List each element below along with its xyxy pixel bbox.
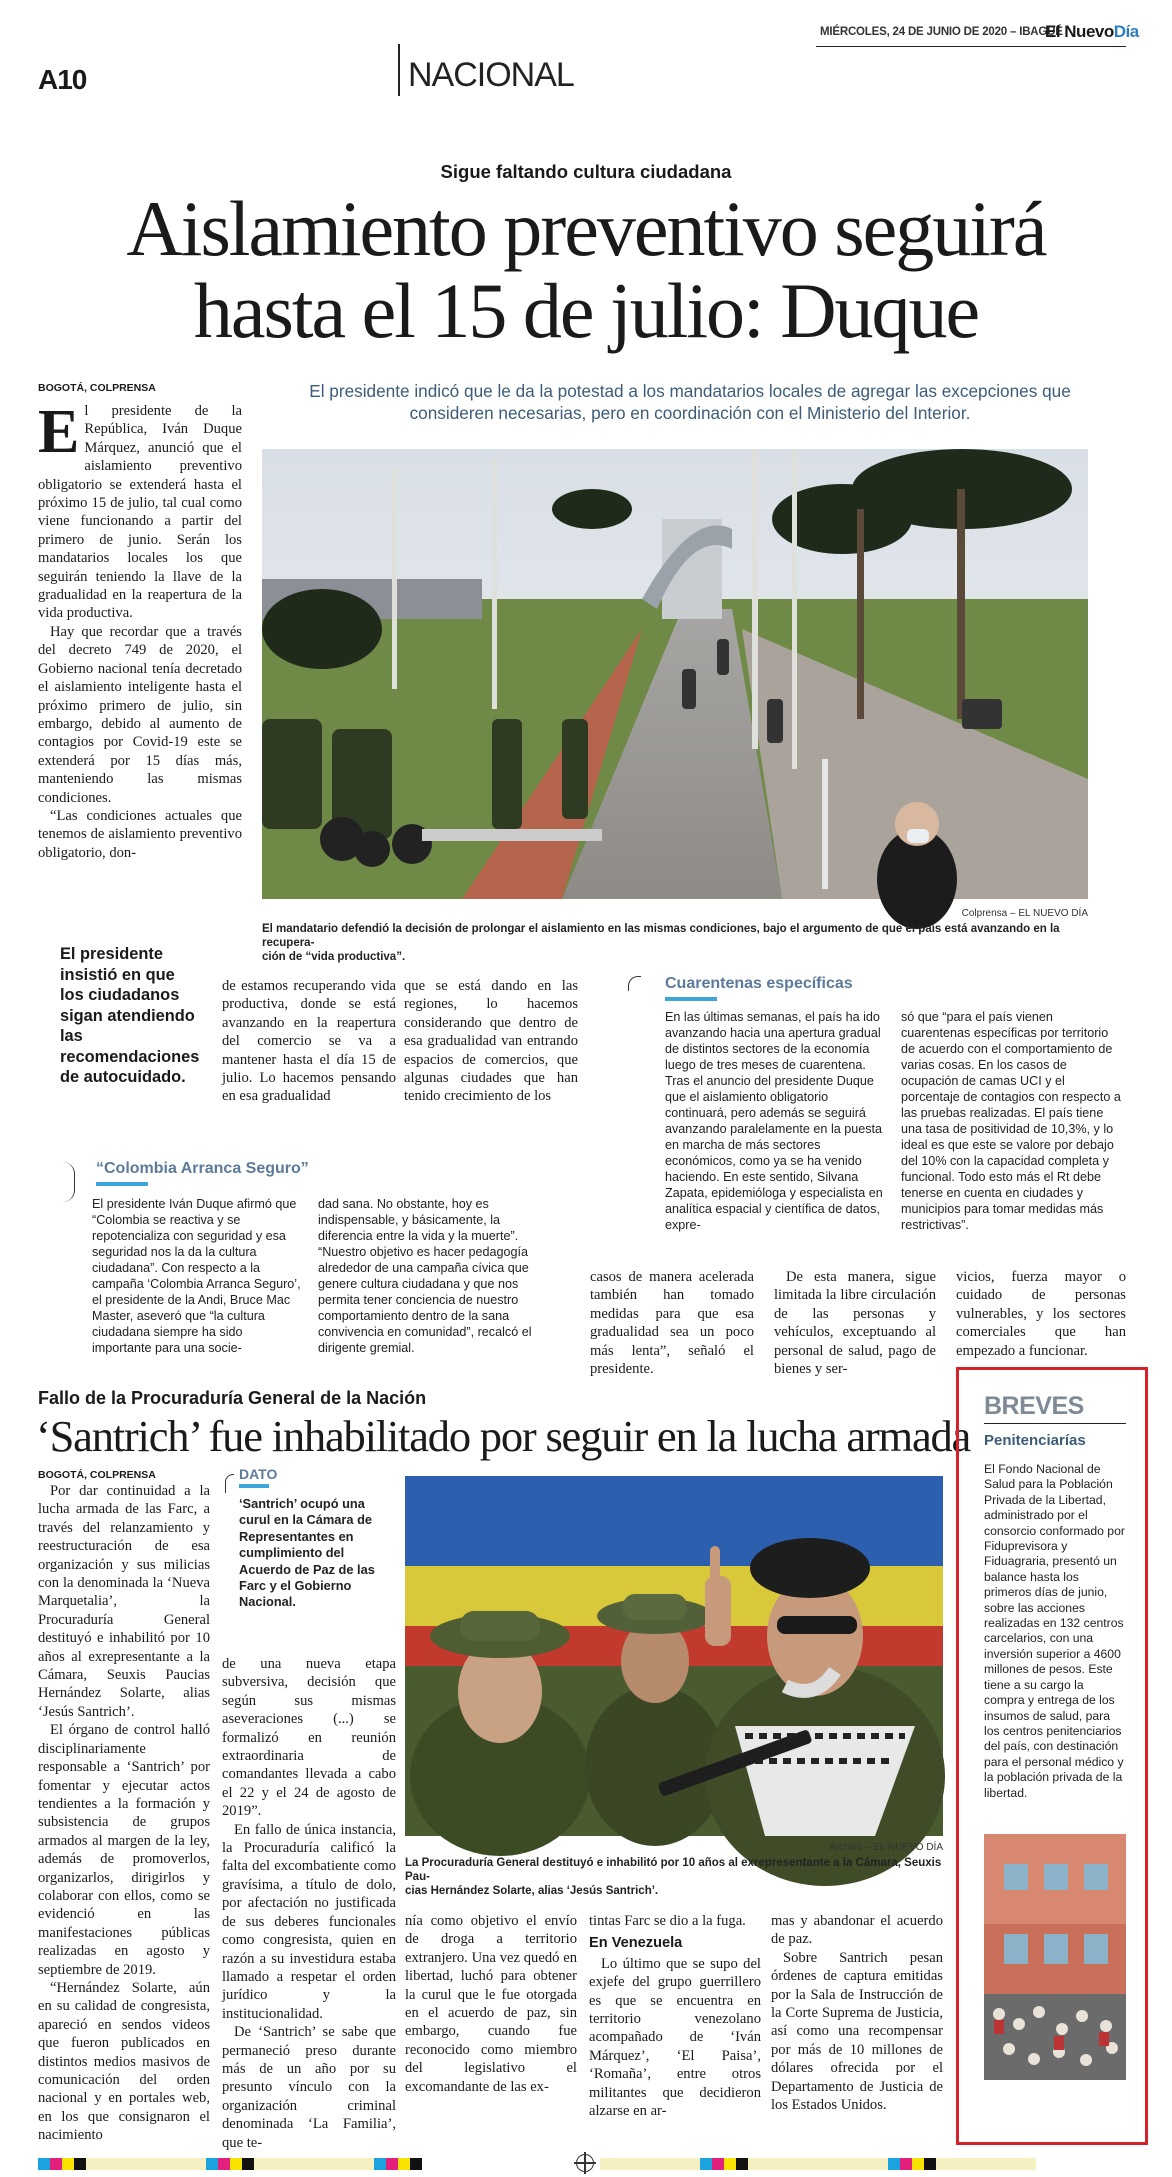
article2-col4-p2: Lo último que se supo del exjefe del grupo guerrillero es que se encuentra en territorio venezolano acompañado de ‘Iván Márquez’, ‘El Paisa’, ‘Romaña’, entre otros militantes que decidieron alzarse en ar- — [589, 1955, 761, 2120]
box-bracket-colombia — [62, 1162, 75, 1202]
article1-col1-p2: Hay que recordar que a través del decreto 749 de 2020, el Gobierno nacional tenía decretado el aislamiento inteligente hasta el próximo primero de julio, sin embargo, debido al aumento de contagios por Covid-19 este se extenderá por 15 días más, manteniendo las mismas condiciones. — [38, 623, 242, 806]
article2-column-2 — [222, 1655, 396, 2151]
box-colombia — [92, 1160, 572, 1360]
article2-col4-subhead: En Venezuela — [589, 1935, 683, 1952]
article2-col5-p1: mas y abandonar el acuerdo de paz. — [771, 1913, 943, 1948]
breves-title: Penitenciarías — [984, 1432, 1086, 1449]
article2-photo-credit: Archivo – EL NUEVO DÍA — [828, 1842, 943, 1853]
article1-headline — [0, 185, 1172, 354]
article2-kicker: Fallo de la Procuraduría General de la Nación — [38, 1388, 427, 1408]
box-quarantine — [665, 975, 1125, 1232]
article1-caption-line1: El mandatario defendió la decisión de prolongar el aislamiento en las mismas condiciones, bajo el argumento de que el país está avanzando en la recupera- — [262, 923, 1060, 949]
article1-column-3 — [404, 977, 578, 1107]
box-quarantine-title: Cuarentenas específicas — [665, 975, 853, 992]
article2-headline: ‘Santrich’ fue inhabilitado por seguir en la lucha armada — [36, 1411, 971, 1461]
box-quarantine-col1: En las últimas semanas, el país ha ido avanzando hacia una apertura gradual de distintos sectores de la economía luego de tres meses de cuarentena. Tras el anuncio del presidente Duque que el aislamiento obligatorio continuará, pero además se seguirá avanzando paralelamente en la puesta en marcha de más sectores económicos, como ya se ha venido haciendo. En este sentido, Silvana Zapata, epidemióloga y especialista en analítica espacial y científica de datos, expre- — [665, 1010, 883, 1232]
article2-column-4 — [589, 1912, 761, 2147]
dato-accent — [239, 1484, 269, 1488]
article2-photo-caption — [405, 1856, 965, 1898]
article1-headline-line2: hasta el 15 de julio: Duque — [193, 267, 979, 354]
page-number: A10 — [38, 64, 87, 95]
article1-kicker: Sigue faltando cultura ciudadana — [440, 161, 732, 182]
dato-text: ‘Santrich’ ocupó una curul en la Cámara de Representantes en cumplimiento del Acuerdo de Paz de las Farc y el Gobierno Nacional. — [239, 1496, 375, 1610]
date-line: MIÉRCOLES, 24 DE JUNIO DE 2020 – IBAGUÉ — [820, 26, 1063, 38]
breves-text: El Fondo Nacional de Salud para la Población Privada de la Libertad, administrado por el consorcio conformado por Fiduprevisora y Fiduagraria, presentó un balance hasta los primeros días de junio, sobre las acciones realizadas en 132 centros carcelarios, con una inversión superior a 4600 millones de pesos. Este tiene a su cargo la compra y entrega de los insumos de salud, para los centros penitenciarios del país, con destinación para el personal médico y la población privada de la libertad. — [984, 1462, 1125, 1800]
article2-caption-line2: cias Hernández Solarte, alias ‘Jesús Santrich’. — [405, 1885, 659, 1897]
article2-column-1 — [38, 1482, 210, 2147]
article2-column-5 — [771, 1912, 943, 2147]
article1-deck-line2: consideren necesarias, pero en coordinación con el Ministerio del Interior. — [409, 403, 971, 423]
section-divider — [398, 44, 400, 96]
breves-rule — [984, 1423, 1126, 1424]
registration-mark — [576, 2154, 594, 2172]
box-quarantine-col2: só que “para el país vienen cuarentenas específicas por territorio de acuerdo con el comportamiento de varias cosas. En los casos de ocupación de camas UCI y el porcentaje de contagios con respecto a las pruebas realizadas. El país tiene una tasa de positividad de 10,3%, y lo ideal es que este se valore por debajo del 10% con la capacidad completa y funcional. Todo esto más el Rt debe tenerse en cuenta en ciudades y municipios para tomar medidas más restrictivas”. — [901, 1010, 1121, 1232]
article1-cont-col1-text: casos de manera acelerada también han tomado medidas para que esa gradualidad sea un poco más lenta”, señaló el presidente. — [590, 1269, 754, 1378]
article2-col2-p1: de una nueva etapa subversiva, decisión que según sus mismas aseveraciones (...) se formalizó en reunión extraordinaria de comandantes llevada a cabo el 22 y el 24 de agosto de 2019”. — [222, 1656, 396, 1820]
brand-name-part2: Día — [1113, 22, 1139, 41]
box-bracket-quarantine — [628, 976, 641, 991]
article2-col3-text: nía como objetivo el envío de droga a territorio extranjero. Una vez quedó en libertad, luchó para obtener la curul que le fue otorgada en el acuerdo de paz, sin embargo, cuando fue reconocido como miembro del legislativo el excomandante de las ex- — [405, 1913, 577, 2095]
article2-column-3 — [405, 1912, 577, 2147]
article1-col3-text: que se está dando en las regiones, lo hacemos considerando que dentro de esa gradualidad van entrando espacios de comercios, que algunas ciudades que han tenido crecimiento de los — [404, 978, 578, 1105]
article2-col5-p2: Sobre Santrich pesan órdenes de captura emitidas por la Sala de Instrucción de la Corte Suprema de Justicia, así como una recompensar por más de 10 millones de dólares ofrecida por el Departamento de Justicia de los Estados Unidos. — [771, 1949, 943, 2114]
article2-col1-p2: El órgano de control halló disciplinariamente responsable a ‘Santrich’ por fomentar y ejecutar actos tendientes a la formación y subsistencia de grupos armados al margen de la ley, además de promoverlos, organizarlos, dirigirlos y colaborar con ellos, como se evidenció en las manifestaciones públicas realizadas en agosto y septiembre de 2019. — [38, 1722, 210, 1978]
article2-col2-p3: De ‘Santrich’ se sabe que permaneció preso durante más de un año por su presunto vínculo con la organización criminal denominada ‘La Familia’, que te- — [222, 2024, 396, 2151]
article1-dateline: BOGOTÁ, COLPRENSA — [38, 382, 156, 394]
article1-photo-credit: Colprensa – EL NUEVO DÍA — [961, 908, 1088, 919]
article2-photo — [405, 1476, 943, 1836]
breves-photo — [984, 1834, 1126, 2080]
article1-cont-col3-text: vicios, fuerza mayor o cuidado de personas vulnerables, y los sectores comerciales que han empezado a funcionar. — [956, 1269, 1126, 1359]
dato-box — [225, 1466, 375, 1636]
article1-continuation-col2 — [774, 1268, 936, 1378]
box-colombia-col1: El presidente Iván Duque afirmó que “Colombia se reactiva y se repotencializa con seguridad y esa seguridad nos la da la cultura ciudadana”. Con respecto a la campaña ‘Colombia Arranca Seguro’, el presidente de la Andi, Bruce Mac Master, aseveró que “la cultura ciudadana siempre ha sido importante para una socie- — [92, 1197, 301, 1355]
article1-continuation-col3 — [956, 1268, 1126, 1358]
section-label: NACIONAL — [408, 56, 574, 94]
article2-col1-p1: Por dar continuidad a la lucha armada de las Farc, a través del relanzamiento y reestructuración de esa organización y sus milicias con la denominada la ‘Nueva Marquetalia’, la Procuraduría General destituyó e inhabilitó por 10 años al exrepresentante a la Cámara, Seuxis Paucias Hernández Solarte, alias ‘Jesús Santrich’. — [38, 1483, 210, 1720]
article2-dateline: BOGOTÁ, COLPRENSA — [38, 1469, 156, 1481]
article1-col1-p3: “Las condiciones actuales que tenemos de aislamiento preventivo obligatorio, don- — [38, 807, 242, 861]
box-colombia-accent — [96, 1182, 148, 1186]
article2-col1-p3: “Hernández Solarte, aún en su calidad de congresista, apareció en sendos videos que fueron publicados en distintos medios masivos de comunicación del orden nacional y en portales web, en los que consignaron el nacimiento — [38, 1979, 210, 2144]
article1-photo — [262, 449, 1088, 899]
article1-pullquote: El presidente insistió en que los ciudadanos sigan atendiendo las recomendaciones de autocuidado. — [60, 945, 200, 1086]
box-colombia-col2: dad sana. No obstante, hoy es indispensable, y básicamente, la diferencia entre la vida y la muerte”. “Nuestro objetivo es hacer pedagogía alrededor de una campaña cívica que genere cultura ciudadana y que nos permita tener conciencia de nuestro comportamiento dentro de la sana convivencia en comunidad”, recalcó el dirigente gremial. — [318, 1197, 532, 1355]
guerrilla-leaders-illustration — [405, 1476, 943, 1836]
article1-photo-caption — [262, 922, 1102, 964]
article1-continuation-col1 — [590, 1268, 754, 1378]
box-quarantine-accent — [665, 997, 717, 1001]
prison-yard-illustration — [984, 1834, 1126, 2080]
dato-label: DATO — [239, 1466, 278, 1482]
article1-column-1 — [38, 398, 242, 888]
brand-logo — [1045, 22, 1139, 42]
box-colombia-title: “Colombia Arranca Seguro” — [96, 1160, 309, 1177]
article1-cont-col2-text: De esta manera, sigue limitada la libre circulación de las personas y vehículos, exceptuando al personal de salud, pago de bienes y ser- — [774, 1269, 936, 1378]
dato-bracket — [225, 1474, 234, 1493]
breves-label: BREVES — [984, 1392, 1084, 1420]
article1-deck — [260, 380, 1120, 424]
color-registration-bar-right — [600, 2158, 1130, 2170]
article1-column-2 — [222, 977, 396, 1107]
article1-col1-p1: l presidente de la República, Iván Duque Márquez, anunció que el aislamiento preventivo obligatorio se extenderá hasta el próximo 15 de julio, tal cual como viene funcionando a partir del primero de junio. Serán los mandatarios locales los que seguirán teniendo la llave de la gradualidad en la reapertura de la vida productiva. — [38, 403, 242, 622]
color-registration-bar-left — [38, 2158, 578, 2170]
article1-caption-line2: ción de “vida productiva”. — [262, 951, 406, 963]
article1-deck-line1: El presidente indicó que le da la potestad a los mandatarios locales de agregar las excepciones que — [309, 381, 1071, 401]
street-scene-illustration — [262, 449, 1088, 899]
header-top-rule — [816, 46, 1126, 47]
article1-col2-text: de estamos recuperando vida productiva, donde se está avanzando en la reapertura del comercio se va a mantener hasta el día 15 de julio. Lo hacemos pensando en esa gradualidad — [222, 978, 396, 1105]
article2-col2-p2: En fallo de única instancia, la Procuraduría calificó la falta del excombatiente como gravísima, a título de dolo, por afectación no justificada de sus deberes funcionales como congresista, quien en razón a su investidura estaba llamado a respetar el orden jurídico y la institucionalidad. — [222, 1821, 396, 2022]
article1-headline-line1: Aislamiento preventivo seguirá — [126, 185, 1046, 272]
article1-dropcap: E — [38, 398, 80, 466]
article2-caption-line1: La Procuraduría General destituyó e inhabilitó por 10 años al exrepresentante a la Cámara, Seuxis Pau- — [405, 1857, 942, 1883]
article2-col4-p1: tintas Farc se dio a la fuga. — [589, 1913, 746, 1929]
brand-name-part1: El Nuevo — [1045, 22, 1114, 41]
